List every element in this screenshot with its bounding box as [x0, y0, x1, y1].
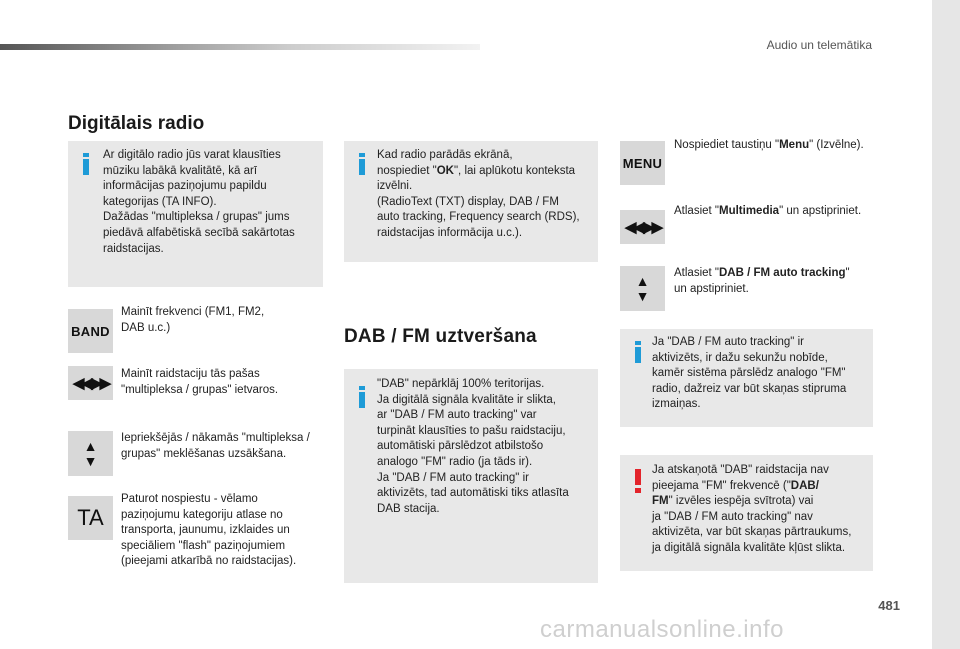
warning-text: Ja atskaņotā "DAB" raidstacija nav pieejama "FM" frekvencē ("DAB/ FM" izvēles iespēja svītrota) vai ja "DAB / FM auto tracking" nav aktivizēta, var būt skaņas pārtraukums, ja digitālā signāla kvalitāte kļūst slikta.: [652, 464, 852, 554]
info-text: Kad radio parādās ekrānā, nospiediet "OK", lai aplūkotu konteksta izvēlni. (RadioText (TXT) display, DAB / FM auto tracking, Frequency search (RDS), raidstacijas informācija u.c.).: [377, 149, 580, 239]
up-down-arrows-icon: ▲ ▼: [68, 431, 113, 476]
info-box-tracking-delay: [620, 329, 873, 427]
warning-box-signal-loss: [620, 455, 873, 571]
section-heading-dab-fm: DAB / FM uztveršana: [344, 326, 537, 347]
info-text: Ar digitālo radio jūs varat klausīties mūziku labākā kvalitātē, kā arī informācijas paziņojumu papildu kategorijas (TA INFO). Dažādas "multipleksa / grupas" jums piedāvā alfabētiskā secībā sakārtotas raidstacijas.: [103, 149, 295, 255]
menu-button-icon: MENU: [620, 141, 665, 185]
page-number: 481: [878, 598, 900, 613]
seek-description: Mainīt raidstaciju tās pašas "multipleksa / grupas" ietvaros.: [121, 368, 279, 396]
step-dab-fm-tracking: Atlasiet "DAB / FM auto tracking" un apstipriniet.: [674, 267, 850, 295]
step-menu: Nospiediet taustiņu "Menu" (Izvēlne).: [674, 139, 864, 151]
watermark: carmanualsonline.info: [540, 616, 784, 643]
info-box-context-menu: [344, 141, 598, 262]
page-title: Digitālais radio: [68, 113, 205, 134]
band-description: Mainīt frekvenci (FM1, FM2, DAB u.c.): [121, 306, 265, 334]
up-down-arrows-icon: ▲ ▼: [620, 266, 665, 311]
seek-arrows-icon: ◀◀ ▶▶: [620, 210, 665, 244]
info-text: "DAB" nepārklāj 100% teritorijas. Ja digitālā signāla kvalitāte ir slikta, ar "DAB / FM auto tracking" var turpināt klausīties to pašu raidstaciju, automātiski pārslēdzot atbilstošo analogo "FM" radio (ja tāds ir). Ja "DAB / FM auto tracking" ir aktivizēts, tad automātiski tiks atlasīta DAB stacija.: [377, 378, 569, 515]
ta-description: Paturot nospiestu - vēlamo paziņojumu kategoriju atlase no transporta, jaunumu, izklaides un speciāliem "flash" paziņojumiem (pieejami atkarībā no raidstacijas).: [121, 493, 297, 568]
seek-arrows-icon: ◀◀ ▶▶: [68, 366, 113, 400]
step-multimedia: Atlasiet "Multimedia" un apstipriniet.: [674, 205, 862, 217]
info-box-digital-radio: [68, 141, 323, 287]
multiplex-search-description: Iepriekšējās / nākamās "multipleksa / grupas" meklēšanas uzsākšana.: [121, 432, 310, 460]
header-gradient-bar: [0, 44, 480, 50]
ta-button-icon: TA: [68, 496, 113, 540]
band-button-icon: BAND: [68, 309, 113, 353]
side-strip: [932, 0, 960, 649]
info-text: Ja "DAB / FM auto tracking" ir aktivizēts, ir dažu sekunžu nobīde, kamēr sistēma pārslēdz analogo "FM" radio, dažreiz var būt skaņas stipruma izmaiņas.: [652, 336, 847, 411]
info-box-dab-coverage: [344, 369, 598, 583]
section-name: Audio un telemātika: [766, 38, 872, 52]
